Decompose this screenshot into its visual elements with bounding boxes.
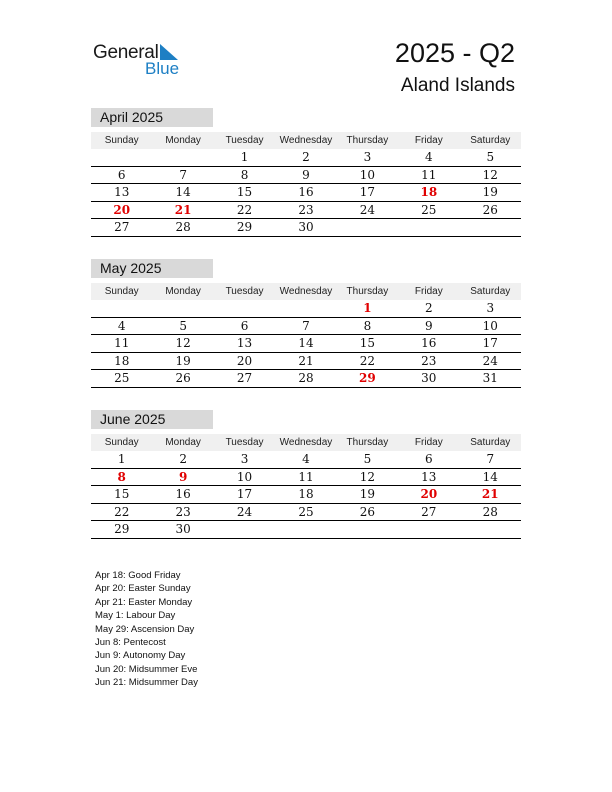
day-cell: 30 xyxy=(398,370,459,388)
day-cell: 26 xyxy=(460,201,521,219)
day-cell: 21 xyxy=(460,486,521,504)
day-cell: 20 xyxy=(214,352,275,370)
day-cell: 20 xyxy=(91,201,152,219)
logo-text-blue: Blue xyxy=(145,59,180,78)
day-cell: 27 xyxy=(214,370,275,388)
calendar-table xyxy=(91,283,521,388)
day-cell: 29 xyxy=(337,370,398,388)
week-row xyxy=(91,149,521,166)
day-cell: 30 xyxy=(275,219,336,237)
holiday-item: Jun 21: Midsummer Day xyxy=(95,677,198,689)
day-cell: 3 xyxy=(337,149,398,166)
week-row xyxy=(91,201,521,219)
day-cell: 14 xyxy=(152,184,213,202)
weekday-header: Tuesday xyxy=(214,434,275,451)
month-april xyxy=(91,108,521,237)
day-cell: 28 xyxy=(275,370,336,388)
day-cell: 13 xyxy=(91,184,152,202)
holiday-item: Jun 8: Pentecost xyxy=(95,637,166,649)
day-cell: 13 xyxy=(214,335,275,353)
weekday-header-row xyxy=(91,283,521,300)
empty-cell xyxy=(91,149,152,166)
weekday-header: Saturday xyxy=(460,283,521,300)
day-cell: 21 xyxy=(275,352,336,370)
day-cell: 8 xyxy=(91,468,152,486)
month-june xyxy=(91,410,521,539)
day-cell: 31 xyxy=(460,370,521,388)
holiday-list xyxy=(95,569,198,690)
day-cell: 9 xyxy=(152,468,213,486)
day-cell: 29 xyxy=(91,521,152,539)
weekday-header: Wednesday xyxy=(275,132,336,149)
weekday-header: Thursday xyxy=(337,132,398,149)
day-cell: 23 xyxy=(398,352,459,370)
weekday-header-row xyxy=(91,132,521,149)
weekday-header: Friday xyxy=(398,434,459,451)
day-cell: 7 xyxy=(275,317,336,335)
week-row xyxy=(91,184,521,202)
day-cell: 10 xyxy=(460,317,521,335)
day-cell: 1 xyxy=(91,451,152,468)
weekday-header-row xyxy=(91,434,521,451)
holiday-item: Jun 9: Autonomy Day xyxy=(95,650,186,662)
day-cell: 19 xyxy=(337,486,398,504)
day-cell: 1 xyxy=(337,300,398,317)
day-cell: 12 xyxy=(337,468,398,486)
calendar-table xyxy=(91,434,521,539)
day-cell: 25 xyxy=(91,370,152,388)
empty-cell xyxy=(275,300,336,317)
day-cell: 7 xyxy=(460,451,521,468)
day-cell: 25 xyxy=(275,503,336,521)
day-cell: 25 xyxy=(398,201,459,219)
day-cell: 1 xyxy=(214,149,275,166)
day-cell: 29 xyxy=(214,219,275,237)
empty-cell xyxy=(152,149,213,166)
day-cell: 17 xyxy=(214,486,275,504)
week-row xyxy=(91,352,521,370)
empty-cell xyxy=(152,300,213,317)
logo xyxy=(93,40,193,80)
day-cell: 15 xyxy=(91,486,152,504)
day-cell: 14 xyxy=(460,468,521,486)
holiday-item: May 1: Labour Day xyxy=(95,610,176,622)
day-cell: 2 xyxy=(152,451,213,468)
calendar-body xyxy=(91,451,521,538)
empty-cell xyxy=(214,300,275,317)
weekday-header: Monday xyxy=(152,132,213,149)
holiday-item: Apr 20: Easter Sunday xyxy=(95,583,191,595)
day-cell: 27 xyxy=(398,503,459,521)
empty-cell xyxy=(398,521,459,539)
weekday-header: Thursday xyxy=(337,434,398,451)
day-cell: 16 xyxy=(275,184,336,202)
day-cell: 12 xyxy=(460,166,521,184)
weekday-header: Sunday xyxy=(91,132,152,149)
logo-triangle-icon xyxy=(160,44,178,60)
calendar-body xyxy=(91,149,521,236)
day-cell: 4 xyxy=(91,317,152,335)
day-cell: 4 xyxy=(275,451,336,468)
week-row xyxy=(91,300,521,317)
week-row xyxy=(91,166,521,184)
empty-cell xyxy=(337,219,398,237)
week-row xyxy=(91,370,521,388)
day-cell: 24 xyxy=(337,201,398,219)
weekday-header: Wednesday xyxy=(275,434,336,451)
day-cell: 8 xyxy=(214,166,275,184)
weekday-header: Saturday xyxy=(460,132,521,149)
day-cell: 18 xyxy=(398,184,459,202)
page-title: 2025 - Q2 xyxy=(394,38,515,68)
day-cell: 5 xyxy=(460,149,521,166)
weekday-header: Sunday xyxy=(91,283,152,300)
month-label: May 2025 xyxy=(91,259,213,278)
holiday-item: May 29: Ascension Day xyxy=(95,623,195,635)
day-cell: 9 xyxy=(398,317,459,335)
day-cell: 22 xyxy=(337,352,398,370)
day-cell: 24 xyxy=(214,503,275,521)
week-row xyxy=(91,468,521,486)
day-cell: 17 xyxy=(337,184,398,202)
day-cell: 6 xyxy=(398,451,459,468)
day-cell: 15 xyxy=(214,184,275,202)
weekday-header: Tuesday xyxy=(214,283,275,300)
week-row xyxy=(91,335,521,353)
day-cell: 13 xyxy=(398,468,459,486)
day-cell: 8 xyxy=(337,317,398,335)
day-cell: 7 xyxy=(152,166,213,184)
day-cell: 22 xyxy=(91,503,152,521)
day-cell: 24 xyxy=(460,352,521,370)
day-cell: 14 xyxy=(275,335,336,353)
logo-text-general: General xyxy=(93,42,159,63)
day-cell: 3 xyxy=(460,300,521,317)
day-cell: 11 xyxy=(275,468,336,486)
day-cell: 20 xyxy=(398,486,459,504)
month-label: April 2025 xyxy=(91,108,213,127)
weekday-header: Monday xyxy=(152,434,213,451)
empty-cell xyxy=(460,219,521,237)
holiday-item: Apr 21: Easter Monday xyxy=(95,596,193,608)
day-cell: 22 xyxy=(214,201,275,219)
day-cell: 28 xyxy=(460,503,521,521)
weekday-header: Friday xyxy=(398,132,459,149)
day-cell: 26 xyxy=(152,370,213,388)
day-cell: 4 xyxy=(398,149,459,166)
day-cell: 5 xyxy=(152,317,213,335)
holiday-item: Jun 20: Midsummer Eve xyxy=(95,663,198,675)
week-row xyxy=(91,317,521,335)
weekday-header: Sunday xyxy=(91,434,152,451)
week-row xyxy=(91,486,521,504)
day-cell: 6 xyxy=(91,166,152,184)
day-cell: 10 xyxy=(214,468,275,486)
day-cell: 3 xyxy=(214,451,275,468)
day-cell: 30 xyxy=(152,521,213,539)
day-cell: 12 xyxy=(152,335,213,353)
page-subtitle: Aland Islands xyxy=(400,75,515,96)
day-cell: 16 xyxy=(398,335,459,353)
day-cell: 26 xyxy=(337,503,398,521)
day-cell: 11 xyxy=(91,335,152,353)
day-cell: 19 xyxy=(460,184,521,202)
day-cell: 18 xyxy=(91,352,152,370)
weekday-header: Wednesday xyxy=(275,283,336,300)
week-row xyxy=(91,521,521,539)
empty-cell xyxy=(460,521,521,539)
day-cell: 28 xyxy=(152,219,213,237)
weekday-header: Thursday xyxy=(337,283,398,300)
day-cell: 23 xyxy=(152,503,213,521)
calendar-table xyxy=(91,132,521,237)
day-cell: 21 xyxy=(152,201,213,219)
day-cell: 23 xyxy=(275,201,336,219)
day-cell: 9 xyxy=(275,166,336,184)
day-cell: 10 xyxy=(337,166,398,184)
empty-cell xyxy=(91,300,152,317)
day-cell: 5 xyxy=(337,451,398,468)
weekday-header: Monday xyxy=(152,283,213,300)
weekday-header: Friday xyxy=(398,283,459,300)
empty-cell xyxy=(214,521,275,539)
day-cell: 11 xyxy=(398,166,459,184)
week-row xyxy=(91,219,521,237)
empty-cell xyxy=(337,521,398,539)
empty-cell xyxy=(398,219,459,237)
day-cell: 16 xyxy=(152,486,213,504)
day-cell: 17 xyxy=(460,335,521,353)
day-cell: 18 xyxy=(275,486,336,504)
calendar-body xyxy=(91,300,521,387)
holiday-item: Apr 18: Good Friday xyxy=(95,570,181,581)
week-row xyxy=(91,503,521,521)
week-row xyxy=(91,451,521,468)
weekday-header: Tuesday xyxy=(214,132,275,149)
weekday-header: Saturday xyxy=(460,434,521,451)
day-cell: 15 xyxy=(337,335,398,353)
day-cell: 2 xyxy=(275,149,336,166)
day-cell: 27 xyxy=(91,219,152,237)
day-cell: 6 xyxy=(214,317,275,335)
month-may xyxy=(91,259,521,388)
empty-cell xyxy=(275,521,336,539)
day-cell: 19 xyxy=(152,352,213,370)
month-label: June 2025 xyxy=(91,410,213,429)
day-cell: 2 xyxy=(398,300,459,317)
